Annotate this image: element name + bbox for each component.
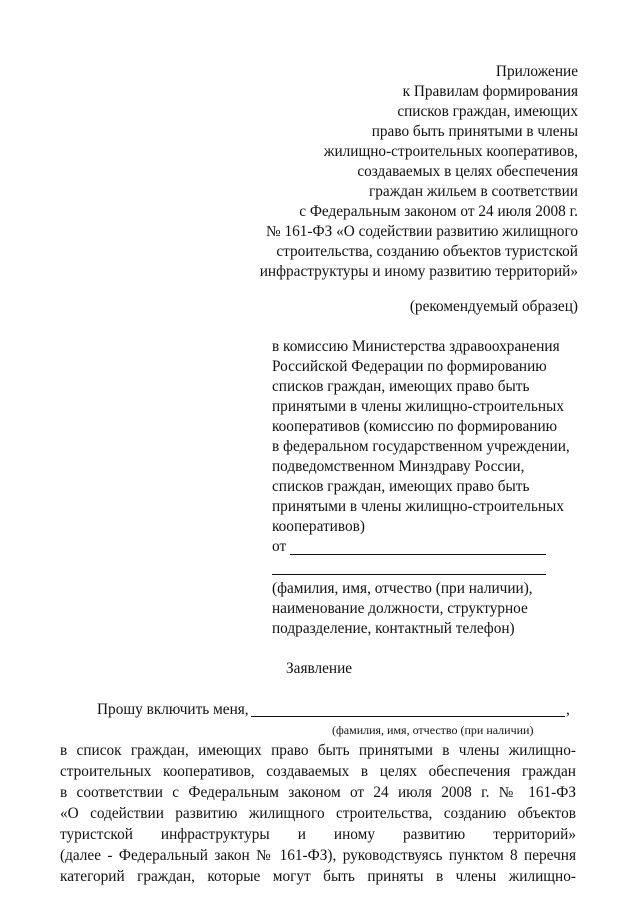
appendix-line: с Федеральным законом от 24 июля 2008 г.	[299, 203, 578, 220]
from-name-field[interactable]	[290, 554, 546, 555]
request-prefix: Прошу включить меня,	[97, 701, 249, 718]
body-line: (далее - Федеральный закон № 161-ФЗ), руководствуясь пунктом 8 перечня	[60, 847, 576, 864]
appendix-line: граждан жильем в соответствии	[368, 183, 578, 200]
appendix-line: строительства, созданию объектов туристской	[276, 243, 578, 260]
applicant-name-field[interactable]	[251, 716, 565, 717]
sample-note: (рекомендуемый образец)	[409, 298, 578, 315]
addressee-line: кооперативов (комиссию по формированию	[272, 418, 558, 435]
addressee-line: принятыми в члены жилищно-строительных	[272, 498, 564, 515]
body-line: в список граждан, имеющих право быть принятыми в члены жилищно-	[60, 742, 576, 759]
from-hint-line: наименование должности, структурное	[272, 600, 528, 617]
addressee-line: в федеральном государственном учреждении,	[272, 438, 570, 455]
addressee-line: списков граждан, имеющих право быть	[272, 378, 530, 395]
addressee-line: кооперативов)	[272, 518, 365, 535]
addressee-line: подведомственном Минздраву России,	[272, 458, 525, 475]
from-extra-field[interactable]	[272, 574, 546, 575]
body-line: строительных кооперативов, создаваемых в целях обеспечения граждан	[60, 763, 576, 780]
statement-title: Заявление	[286, 660, 353, 677]
from-label: от	[272, 538, 287, 555]
from-hint-line: (фамилия, имя, отчество (при наличии),	[272, 580, 533, 597]
appendix-line: № 161-ФЗ «О содействии развитию жилищного	[266, 223, 578, 240]
body-line: категорий граждан, которые могут быть приняты в члены жилищно-	[60, 868, 576, 885]
request-suffix: ,	[566, 701, 570, 718]
body-line: «О содействии развитию жилищного строительства, созданию объектов	[60, 805, 576, 822]
appendix-line: инфраструктуры и иному развитию территорий»	[259, 263, 578, 280]
fio-hint: (фамилия, имя, отчество (при наличии)	[332, 723, 534, 737]
appendix-line: к Правилам формирования	[402, 83, 578, 100]
addressee-line: принятыми в члены жилищно-строительных	[272, 398, 564, 415]
appendix-line: Приложение	[495, 63, 578, 80]
appendix-line: жилищно-строительных кооперативов,	[323, 143, 578, 160]
addressee-line: в комиссию Министерства здравоохранения	[272, 338, 560, 355]
addressee-line: списков граждан, имеющих право быть	[272, 478, 530, 495]
appendix-line: создаваемых в целях обеспечения	[357, 163, 578, 180]
body-line: туристской инфраструктуры и иному развитию территорий»	[60, 826, 576, 843]
body-line: в соответствии с Федеральным законом от 24 июля 2008 г. № 161-ФЗ	[60, 784, 576, 801]
addressee-line: Российской Федерации по формированию	[272, 358, 547, 375]
appendix-line: право быть принятыми в члены	[371, 123, 578, 140]
appendix-line: списков граждан, имеющих	[397, 103, 578, 120]
from-hint-line: подразделение, контактный телефон)	[272, 620, 515, 637]
